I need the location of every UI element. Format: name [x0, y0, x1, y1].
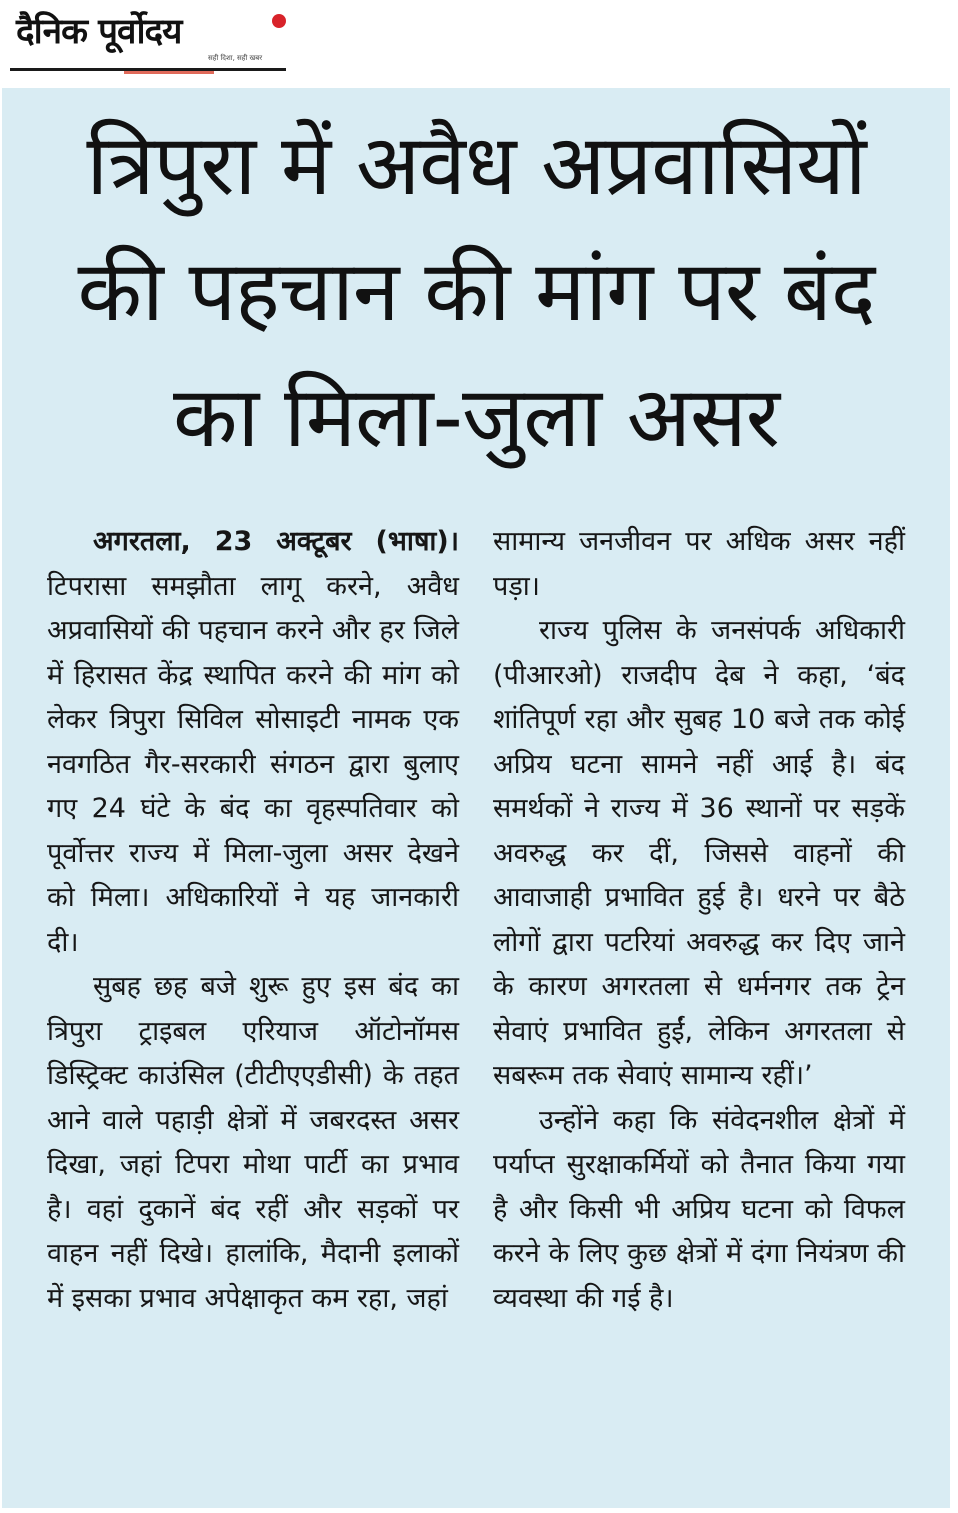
- article-paragraph: सुबह छह बजे शुरू हुए इस बंद का त्रिपुरा ट्राइबल एरियाज ऑटोनॉमस डिस्ट्रिक्ट काउंसिल (टीटीएएडीसी) के तहत आने वाले पहाड़ी क्षेत्रों में जबरदस्त असर दिखा, जहां टिपरा मोथा पार्टी का प्रभाव है। वहां दुकानें बंद रहीं और सड़कों पर वाहन नहीं दिखे। हालांकि, मैदानी इलाकों में इसका प्रभाव अपेक्षाकृत कम रहा, जहां: [47, 971, 459, 1314]
- article-paragraph: सामान्य जनजीवन पर अधिक असर नहीं पड़ा।: [493, 526, 905, 602]
- paragraph-text: टिपरासा समझौता लागू करने, अवैध अप्रवासियों की पहचान करने और हर जिले में हिरासत केंद्र स्थापित करने की मांग को लेकर त्रिपुरा सिविल सोसाइटी नामक एक नवगठित गैर-सरकारी संगठन द्वारा बुलाए गए 24 घंटे के बंद का वृहस्पतिवार को पूर्वोत्तर राज्य में मिला-जुला असर देखने को मिला। अधिकारियों ने यह जानकारी दी।: [47, 570, 459, 958]
- headline-line: की पहचान की मांग पर बंद: [77, 242, 875, 340]
- masthead-accent-bar: [124, 71, 214, 74]
- article-column-right: [493, 520, 905, 1321]
- logo-dot: [272, 14, 286, 28]
- newspaper-tagline: सही दिशा, सही खबर: [208, 54, 263, 62]
- article-paragraph: [47, 520, 459, 965]
- article-paragraph: राज्य पुलिस के जनसंपर्क अधिकारी (पीआरओ) राजदीप देब ने कहा, ‘बंद शांतिपूर्ण रहा और सुबह 10 बजे तक कोई अप्रिय घटना सामने नहीं आई है। बंद समर्थकों ने राज्य में 36 स्थानों पर सड़कें अवरुद्ध कर दीं, जिससे वाहनों की आवाजाही प्रभावित हुई है। धरने पर बैठे लोगों द्वारा पटरियां अवरुद्ध कर दिए जाने के कारण अगरतला से धर्मनगर तक ट्रेन सेवाएं प्रभावित हुईं, लेकिन अगरतला से सबरूम तक सेवाएं सामान्य रहीं।’: [493, 615, 905, 1091]
- article-paragraph: उन्होंने कहा कि संवेदनशील क्षेत्रों में पर्याप्त सुरक्षाकर्मियों को तैनात किया गया है और किसी भी अप्रिय घटना को विफल करने के लिए कुछ क्षेत्रों में दंगा नियंत्रण की व्यवस्था की गई है।: [493, 1104, 905, 1314]
- article-headline: [2, 102, 950, 480]
- headline-line: का मिला-जुला असर: [172, 368, 780, 466]
- newspaper-logo: दैनिक पूर्वोदय: [16, 12, 182, 52]
- dateline: अगरतला, 23 अक्टूबर (भाषा)।: [93, 526, 459, 557]
- article-clipping: [2, 88, 950, 1508]
- masthead: [10, 4, 286, 72]
- article-column-left: [47, 520, 459, 1321]
- headline-line: त्रिपुरा में अवैध अप्रवासियों: [86, 116, 866, 214]
